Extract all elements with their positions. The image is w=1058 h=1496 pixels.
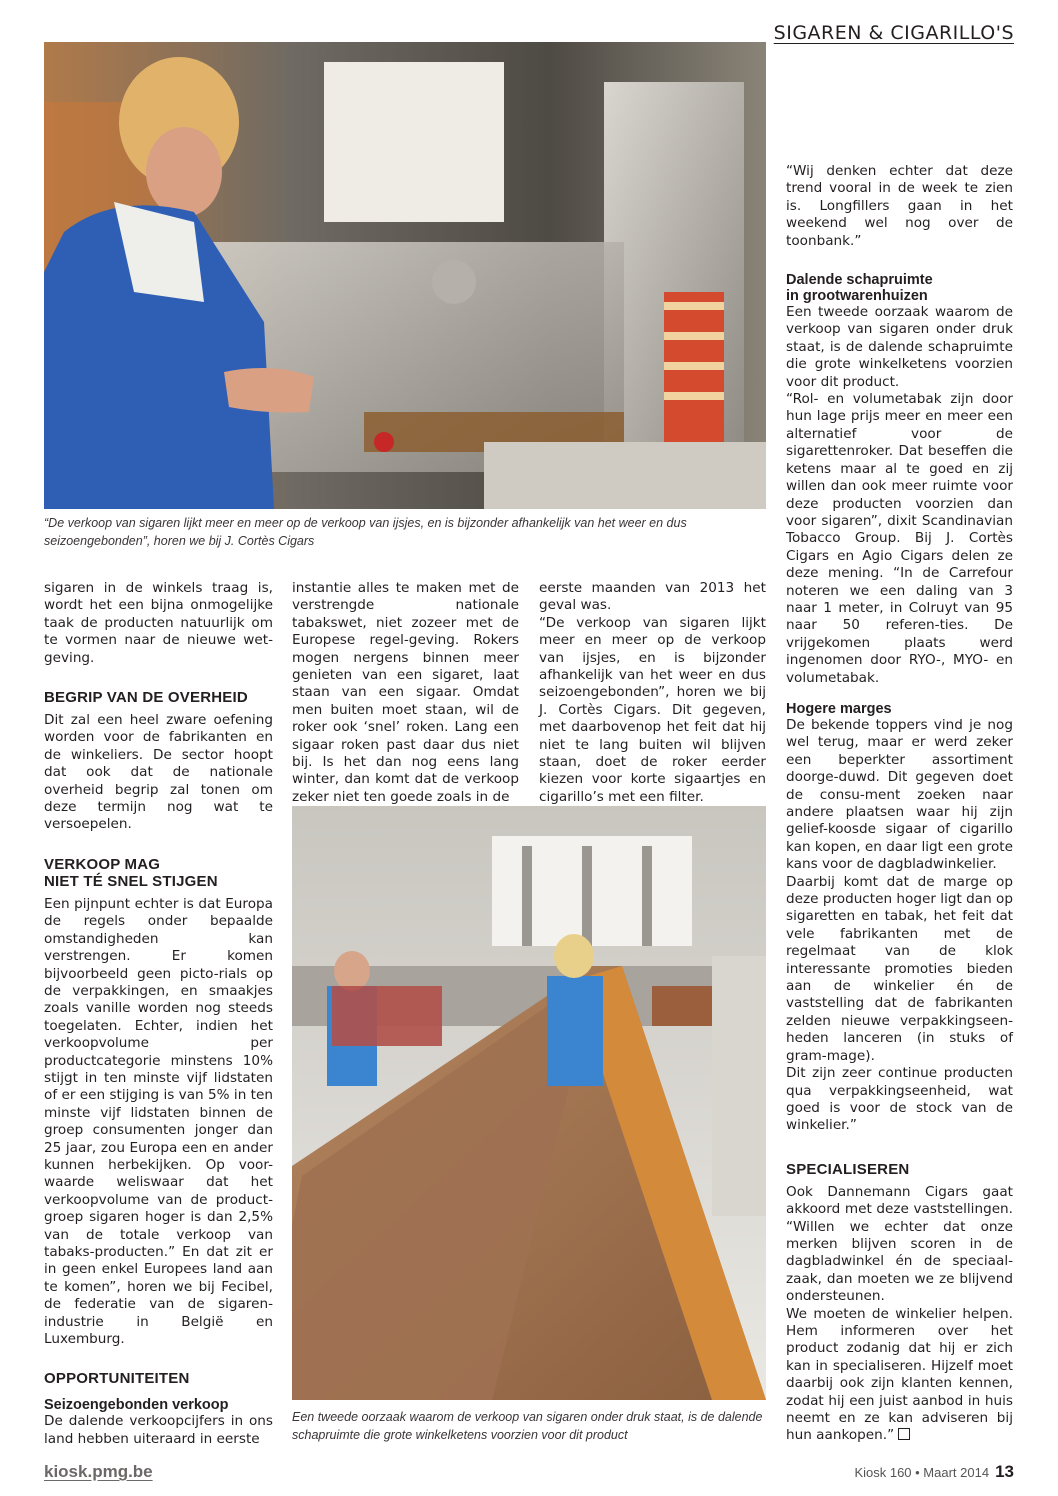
paragraph: “De verkoop van sigaren lijkt meer en meer op de verkoop van ijsjes, en is bijzonder afhankelijk van het weer en dus seizoengebonden”, horen we bij J. Cortès Cigars. Dit gegeven, met daarbovenop het feit dat hij niet te lang buiten wil blijven staan, doet de roker eerder kiezen voor korte sigaartjes en cigarillo’s met een filter. (539, 614, 766, 805)
subheading-seizoengebonden: Seizoengebonden verkoop (44, 1397, 229, 1414)
factory-machine-illustration (44, 42, 766, 509)
paragraph: De bekende toppers vind je nog wel terug, maar er werd zeker een beperkter assortiment doorge-duwd. Dit gegeven doet de consu-ment zoeken naar andere plaatsen waar hij zijn gelief-koosde sigaar of cigarillo kan kopen, en daar ligt een grote kans voor de dagbladwinkelier. (786, 716, 1013, 873)
article-column-4 (786, 163, 1013, 1445)
subheading-line: in grootwarenhuizen (786, 288, 928, 305)
paragraph: Een tweede oorzaak waarom de verkoop van sigaren onder druk staat, is de dalende schapruimte die grote winkelketens voorzien voor dit product. (786, 304, 1013, 390)
top-photo-caption: “De verkoop van sigaren lijkt meer en meer op de verkoop van ijsjes, en is bijzonder afhankelijk van het weer en dus seizoengebonden”, horen we bij J. Cortès Cigars (44, 516, 687, 548)
page-number: 13 (995, 1462, 1014, 1481)
paragraph: Dit zijn zeer continue producten qua verpakkingseenheid, wat goed is voor de stock van de winkelier.” (786, 1065, 1013, 1134)
paragraph: sigaren in de winkels traag is, wordt het een bijna onmogelijke taak de producten natuurlijk om te vormen naar de nieuwe wet-geving. (44, 580, 273, 666)
subheading-line: VERKOOP MAG (44, 855, 161, 873)
middle-photo-caption: Een tweede oorzaak waarom de verkoop van sigaren onder druk staat, is de dalende schapruimte die grote winkelketens voorzien voor dit product (292, 1410, 763, 1442)
issue-label: Kiosk 160 • Maart 2014 (854, 1465, 990, 1480)
subheading-schapruimte (786, 272, 1013, 304)
paragraph: instantie alles te maken met de verstrengde nationale tabakswet, niet zozeer met de Europese regel-geving. Rokers mogen nergens binnen meer genieten van een sigaret, laat staan van een sigaar. Omdat men buiten moet staan, wil de roker ook ‘snel’ roken. Lang een sigaar roken past daar dus niet bij. Is het dan nog eens lang winter, dan komt dat de verkoop zeker niet ten goede zoals in de (292, 580, 519, 805)
paragraph-last (786, 1306, 1013, 1445)
section-title: SIGAREN & CIGARILLO'S (773, 22, 1014, 44)
footer-site-link[interactable]: kiosk.pmg.be (44, 1462, 153, 1481)
paragraph-text: We moeten de winkelier helpen. Hem informeren over het product zodanig dat hij er zich kan in specialiseren. Hijzelf moet daarbij ook zijn klanten kennen, zodat hij een juist aanbod in huis neemt en ze kan adviseren bij hun aankopen.” (786, 1305, 1013, 1444)
subheading-line: NIET TÉ SNEL STIJGEN (44, 872, 218, 890)
article-column-2 (292, 580, 519, 806)
paragraph: eerste maanden van 2013 het geval was. (539, 580, 766, 614)
subheading-opportuniteiten: OPPORTUNITEITEN (44, 1370, 190, 1388)
footer-issue-info (854, 1462, 1014, 1482)
photo-factory-machine (44, 42, 766, 509)
subheading-begrip: BEGRIP VAN DE OVERHEID (44, 689, 248, 707)
subheading-marges: Hogere marges (786, 700, 892, 717)
paragraph: De dalende verkoopcijfers in ons land hebben uiteraard in eerste (44, 1413, 273, 1447)
subheading-specialiseren: SPECIALISEREN (786, 1160, 910, 1178)
end-of-article-icon (898, 1428, 910, 1440)
article-column-1 (44, 580, 273, 1448)
paragraph: “Wij denken echter dat deze trend vooral in de week te zien is. Longfillers gaan in het weekend wel nog over de toonbank.” (786, 163, 1013, 249)
paragraph: “Rol- en volumetabak zijn door hun lage prijs meer en meer een alternatief voor de sigarettenroker. Dat beseffen die ketens maar al te goed en zij willen dan ook meer ruimte voor deze producten voorzien dan voor sigaren”, dixit Scandinavian Tobacco Group. Bij J. Cortès Cigars en Agio Cigars delen ze deze mening. “In de Carrefour noteren we een daling van 3 naar 1 meter, in Colruyt van 95 naar 50 referen-ties. De vrijgekomen plaats werd ingenomen door RYO-, MYO- en volumetabak. (786, 391, 1013, 686)
photo-cigar-production-line (292, 806, 766, 1400)
subheading-verkoop (44, 856, 273, 890)
paragraph: Ook Dannemann Cigars gaat akkoord met deze vaststellingen. “Willen we echter dat onze merken blijven scoren in de dagbladwinkel én de speciaal-zaak, dan moeten we ze blijvend ondersteunen. (786, 1183, 1013, 1305)
subheading-line: Dalende schapruimte (786, 272, 933, 289)
production-line-illustration (292, 806, 766, 1400)
paragraph: Daarbij komt dat de marge op deze producten hoger ligt dan op sigaretten en tabak, het feit dat vele fabrikanten met de regelmaat van de klok interessante promoties bieden aan de winkelier én de vaststelling dat de fabrikanten zelden nieuwe verpakkingseen-heden lanceren (in stuks of gram-mage). (786, 873, 1013, 1064)
article-column-3 (539, 580, 766, 806)
paragraph: Dit zal een heel zware oefening worden voor de fabrikanten en de winkeliers. De sector hoopt dat ook dat de nationale overheid begrip zal tonen om deze termijn nog wat te versoepelen. (44, 712, 273, 833)
paragraph: Een pijnpunt echter is dat Europa de regels onder bepaalde omstandigheden kan verstrengen. Er komen bijvoorbeeld geen picto-rials op de verpakkingen, en smaakjes zoals vanille worden nog steeds toegelaten. Echter, indien het verkoopvolume per productcategorie minstens 10% stijgt in ten minste vijf lidstaten of er een stijging is van 5% in ten minste vijf lidstaten binnen de groep consumenten jonger dan 25 jaar, zou Europa een en ander kunnen herbekijken. Op voor-waarde weliswaar dat het verkoopvolume van de product-groep sigaren hoger is dan 2,5% van de totale verkoop van tabaks-producten.” En dat zit er in geen enkel Europees land aan te komen”, horen we bij Fecibel, de federatie van de sigaren-industrie in België en Luxemburg. (44, 895, 273, 1348)
